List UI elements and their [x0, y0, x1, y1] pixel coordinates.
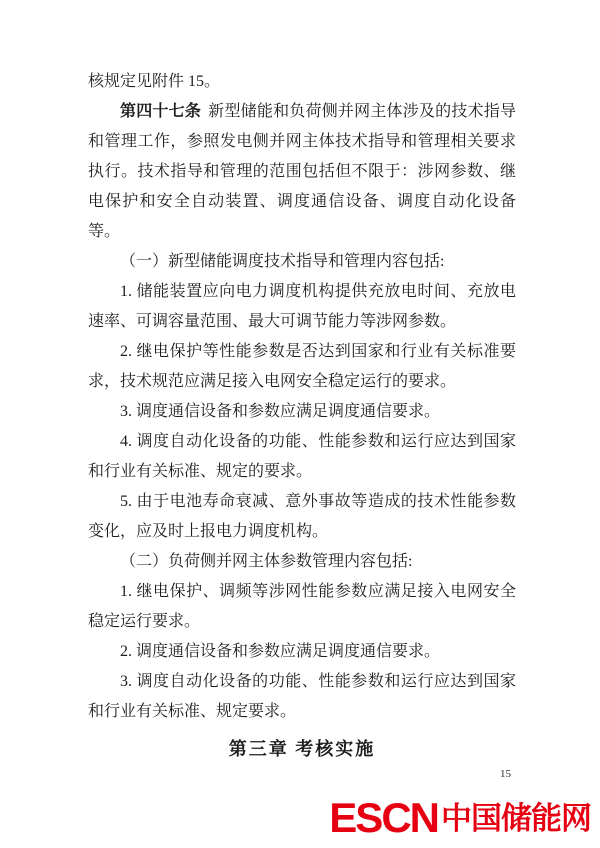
- document-paragraph: （一）新型储能调度技术指导和管理内容包括:: [120, 253, 445, 270]
- article-number: 第四十七条: [120, 103, 202, 120]
- document-paragraph: 2. 继电保护等性能参数是否达到国家和行业有关标准要求，技术规范应满足接入电网安全稳定运行的要求。: [88, 343, 516, 390]
- document-paragraph: 5. 由于电池寿命衰减、意外事故等造成的技术性能参数变化，应及时上报电力调度机构。: [88, 493, 516, 540]
- document-paragraph: （二）负荷侧并网主体参数管理内容包括:: [120, 553, 413, 570]
- document-body: [88, 67, 516, 764]
- logo-text-escn: ESCN: [329, 794, 438, 841]
- escn-logo: [329, 794, 591, 841]
- page-number: 15: [500, 768, 511, 780]
- document-paragraph: 3. 调度通信设备和参数应满足调度通信要求。: [120, 403, 441, 420]
- document-paragraph: 1. 继电保护、调频等涉网性能参数应满足接入电网安全稳定运行要求。: [88, 583, 516, 630]
- document-paragraph-article-47: [88, 97, 516, 247]
- document-paragraph: 1. 储能装置应向电力调度机构提供充放电时间、充放电速率、可调容量范围、最大可调节能力等涉网参数。: [88, 283, 516, 330]
- logo-text-chinese: 中国储能网: [441, 800, 591, 836]
- document-paragraph: 3. 调度自动化设备的功能、性能参数和运行应达到国家和行业有关标准、规定要求。: [88, 673, 516, 720]
- document-paragraph: 2. 调度通信设备和参数应满足调度通信要求。: [120, 643, 441, 660]
- document-paragraph: 4. 调度自动化设备的功能、性能参数和运行应达到国家和行业有关标准、规定的要求。: [88, 433, 516, 480]
- document-paragraph: 核规定见附件 15。: [88, 73, 221, 90]
- chapter-heading: 第三章 考核实施: [228, 739, 376, 759]
- article-text: 新型储能和负荷侧并网主体涉及的技术指导和管理工作，参照发电侧并网主体技术指导和管理相关要求执行。技术指导和管理的范围包括但不限于：涉网参数、继电保护和安全自动装置、调度通信设备、调度自动化设备等。: [88, 103, 516, 240]
